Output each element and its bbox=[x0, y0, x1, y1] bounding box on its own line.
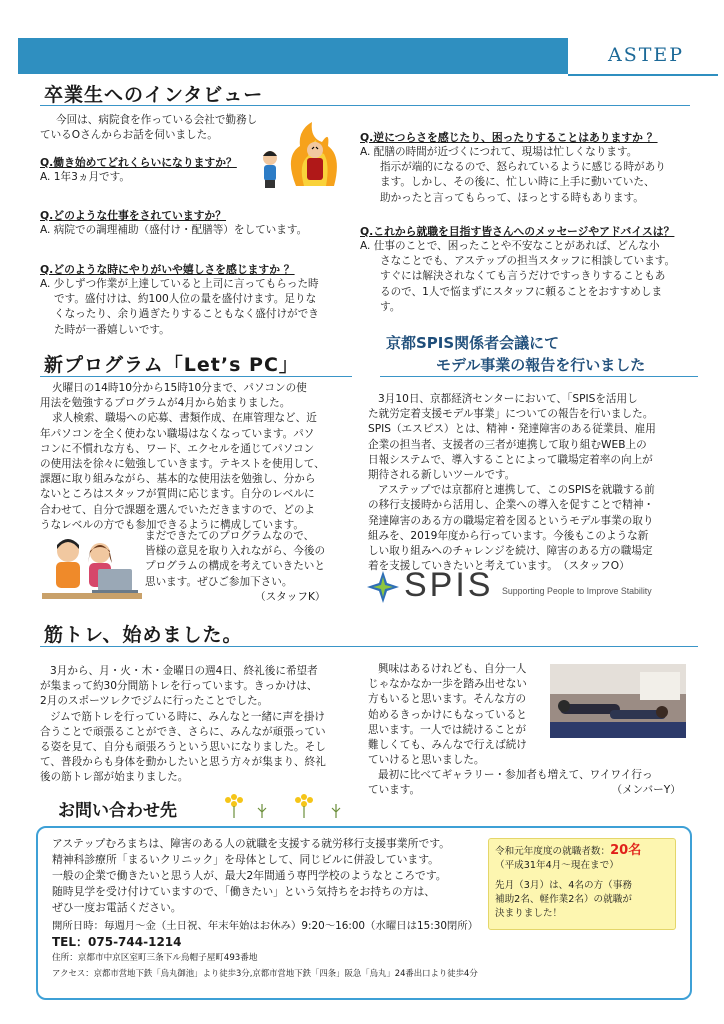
answer-line: くなったり、余り過ぎたりすることもなく盛付けができ bbox=[54, 308, 319, 321]
answer-line: です。盛付けは、約100人位の量を盛付けます。足りな bbox=[54, 293, 317, 306]
phone-number[interactable]: TEL：075-744-1214 bbox=[52, 935, 182, 949]
qa-block bbox=[40, 208, 350, 238]
program-body bbox=[40, 381, 358, 533]
training-line: 難しくても、みんなで行えば続け bbox=[368, 739, 527, 752]
program-side-line: 皆様の意見を取り入れながら、今後の bbox=[145, 545, 326, 558]
qa-block bbox=[360, 224, 700, 315]
stats-title-prefix: 令和元年度度の就職者数： bbox=[495, 846, 611, 857]
spis-line: た就労定着支援モデル事業」についての報告を行いました。 bbox=[368, 408, 654, 421]
answer-line: るので、1人で悩まずにスタッフに頼ることをおすすめしま bbox=[380, 285, 663, 298]
header-bar bbox=[18, 38, 710, 74]
program-title: 新プログラム「Let’s PC」 bbox=[44, 354, 299, 376]
flower-icon bbox=[225, 794, 313, 807]
training-line: る姿を見て、自分も頑張ろうという思いになりました。そし bbox=[40, 741, 326, 754]
interview-title: 卒業生へのインタビュー bbox=[44, 84, 264, 106]
answer-line: A. 仕事のことで、困ったことや不安なことがあれば、どんな小 bbox=[360, 240, 660, 252]
training-signature: （メンバーY） bbox=[611, 784, 681, 797]
stats-line: 補助2名、軽作業2名）の就職が bbox=[495, 894, 632, 905]
training-closing-text: ています。 bbox=[368, 784, 421, 797]
spis-body bbox=[368, 392, 704, 574]
spis-line: 企業の担当者、支援者の三者が連携して取り組むWEB上の bbox=[368, 438, 647, 451]
contact-line: ぜひ一度お電話ください。 bbox=[52, 901, 182, 914]
training-right-body bbox=[368, 662, 558, 768]
spis-line: の移行支援時から活用し、企業への導入を促すことで精神・ bbox=[368, 499, 655, 512]
program-line: うなレベルの方でも参加できるように構成しています。 bbox=[40, 518, 304, 531]
answer-line: A. 配膳の時間が近づくにつれて、現場は忙しくなります。 bbox=[360, 146, 638, 158]
stats-line: 決まりました！ bbox=[495, 908, 563, 919]
question: Q.逆につらさを感じたり、困ったりすることはありますか ？ bbox=[360, 131, 658, 144]
program-line: 課題に取り組みながら、基本的な使用法を勉強し、分から bbox=[40, 473, 316, 486]
training-rule bbox=[40, 646, 698, 647]
stats-count: 20名 bbox=[610, 843, 642, 858]
contact-title: お問い合わせ先 bbox=[58, 801, 177, 821]
spis-tagline: Supporting People to Improve Stability bbox=[502, 586, 652, 596]
training-line: 始めるきっかけにもなっていると bbox=[368, 708, 527, 721]
training-line: 後の筋トレ部が始まりました。 bbox=[40, 771, 189, 784]
question: Q.どのような時にやりがいや嬉しさを感じますか ？ bbox=[40, 263, 295, 276]
spis-line: しい取り組みへのチャレンジを続け、障害のある方の職場定 bbox=[368, 545, 653, 558]
training-line: 2月のスポーツレクでジムに行ったことでした。 bbox=[40, 695, 269, 708]
program-rule bbox=[40, 376, 352, 377]
program-side-note bbox=[145, 529, 365, 605]
training-line: ていけると思いました。 bbox=[368, 754, 485, 767]
program-line: 火曜日の14時10分から15時10分まで、パソコンの使 bbox=[52, 382, 307, 394]
program-signature: （スタッフK） bbox=[255, 590, 326, 603]
training-line: 合うことで頑張ることができ、さらに、みんなが頑張ってい bbox=[40, 725, 326, 738]
program-side-line: 思います。ぜひご参加下さい。 bbox=[145, 575, 293, 588]
program-line: コンに不慣れな方も、ワード、エクセルを通じてパソコン bbox=[40, 442, 315, 455]
training-title: 筋トレ、始めました。 bbox=[44, 624, 243, 646]
flower-decoration bbox=[214, 792, 374, 820]
stats-period: （平成31年4月～現在まで） bbox=[495, 860, 619, 871]
answer-line: A. 1年3ヵ月です。 bbox=[40, 171, 130, 183]
contact-line: 一般の企業で働きたいと思う人が、最大2年間通う専門学校のようなところです。 bbox=[52, 869, 447, 882]
spis-line: 発達障害のある方の職場定着を図るというモデル事業の取り bbox=[368, 514, 654, 527]
employment-stats-box bbox=[488, 838, 676, 930]
intro-line: 今回は、病院食を作っている会社で勤務し bbox=[56, 114, 258, 126]
answer-line: A. 病院での調理補助（盛付け・配膳等）をしています。 bbox=[40, 224, 308, 236]
training-line: て、普段からも身体を動かしたいと思う方々が集まり、終礼 bbox=[40, 756, 326, 769]
laptop-icon bbox=[92, 569, 138, 594]
opening-hours: 開所日時：毎週月～金（土日祝、年末年始はお休み）9:20～16:00（水曜日は15:30閉所） bbox=[52, 920, 479, 932]
contact-line: 精神科診療所「まるいクリニック」を母体として、同じビルに併設しています。 bbox=[52, 853, 439, 866]
question: Q.これから就職を目指す皆さんへのメッセージやアドバイスは？ bbox=[360, 225, 675, 238]
training-line: 思います。一人では続けることが bbox=[368, 723, 527, 736]
answer-line: ます。しかし、その後に、忙しい時に上手に動いていた、 bbox=[380, 176, 655, 189]
training-line: 興味はあるけれども、自分一人 bbox=[378, 663, 527, 675]
question: Q.働き始めてどれくらいになりますか？ bbox=[40, 156, 237, 169]
spis-line: 期待される新しいツールです。 bbox=[368, 469, 516, 482]
program-side-line: プログラムの構成を考えていきたいと bbox=[145, 560, 325, 573]
training-closing-line bbox=[368, 783, 704, 798]
training-photo bbox=[550, 664, 686, 738]
training-closing bbox=[368, 768, 704, 798]
program-line: 用法を勉強するプログラムが4月から始まりました。 bbox=[40, 397, 291, 410]
training-line: じゃなかなか一歩を踏み出せない bbox=[368, 678, 527, 691]
question: Q.どのような仕事をされていますか？ bbox=[40, 209, 227, 222]
spis-logo bbox=[366, 568, 696, 608]
contact-line: アステップむろまちは、障害のある人の就職を支援する就労移行支援事業所です。 bbox=[52, 837, 450, 850]
intro-line: ているOさんからお話を伺いました。 bbox=[40, 129, 218, 142]
answer-line: 指示が端的になるので、怒られているように感じる時があり bbox=[380, 161, 666, 174]
spis-rule bbox=[380, 376, 698, 377]
pc-users-illustration bbox=[42, 533, 142, 601]
answer-line: 助かったと言ってもらって、ほっとする時もあります。 bbox=[380, 191, 644, 204]
training-line: 3月から、月・火・木・金曜日の週4日、終礼後に希望者 bbox=[50, 665, 318, 677]
training-closing-line: 最初に比べてギャラリー・参加者も増えて、ワイワイ行っ bbox=[378, 769, 653, 781]
answer-line: す。 bbox=[380, 300, 401, 313]
training-left-body bbox=[40, 664, 360, 786]
program-line: 求人検索、職場への応募、書類作成、在庫管理など、近 bbox=[52, 412, 317, 425]
spis-title bbox=[386, 332, 696, 376]
answer-line: た時が一番嬉しいです。 bbox=[54, 323, 170, 336]
astep-logo: ASTEP bbox=[608, 44, 685, 66]
training-line: が集まって約30分間筋トレを行っています。きっかけは、 bbox=[40, 680, 318, 693]
access-info: アクセス：京都市営地下鉄「烏丸御池」より徒歩3分,京都市営地下鉄「四条」阪急「烏丸」24番出口より徒歩4分 bbox=[52, 968, 478, 978]
program-line: 年パソコンを全く使わない職場はなくなっています。パソ bbox=[40, 427, 315, 440]
qa-block bbox=[40, 262, 356, 338]
training-line: ジムで筋トレを行っている時に、みんなと一緒に声を掛け bbox=[50, 710, 326, 723]
program-side-line: まだできたてのプログラムなので、 bbox=[145, 530, 315, 542]
qa-block bbox=[360, 130, 700, 206]
spis-line: 日報システムで、導入することによって職場定着率の向上が bbox=[368, 453, 653, 466]
spis-line: アステップでは京都府と連携して、このSPISを就職する前 bbox=[378, 484, 655, 497]
spis-line: 組みを、2019年度から行っています。今後もこのような新 bbox=[368, 529, 649, 542]
spis-mark-icon bbox=[366, 570, 400, 604]
program-line: ないところはスタッフが質問に応じます。自分のレベルに bbox=[40, 488, 315, 501]
spis-title-line: モデル事業の報告を行いました bbox=[436, 356, 646, 374]
address: 住所：京都市中京区室町三条下ル烏帽子屋町493番地 bbox=[52, 953, 258, 963]
training-line: 方もいると思います。そんな方の bbox=[368, 693, 527, 706]
interview-rule bbox=[40, 105, 690, 106]
spis-line: SPIS（エスピス）とは、精神・発達障害のある従業員、雇用 bbox=[368, 423, 656, 436]
stats-title bbox=[495, 843, 669, 859]
program-line: 合わせて、自分で課題を選んでいただきますので、どのよ bbox=[40, 503, 316, 516]
contact-line: 随時見学を受け付けていますので、「働きたい」という気持ちをお持ちの方は、 bbox=[52, 885, 436, 898]
answer-line: さなことでも、アステップの担当スタッフに相談しています。 bbox=[380, 255, 676, 268]
qa-block bbox=[40, 155, 350, 185]
spis-line: 3月10日、京都経済センターにおいて、「SPISを活用し bbox=[378, 393, 638, 405]
spis-line: 着を支援していきたいと考えています。 （スタッフO） bbox=[368, 560, 630, 573]
spis-logo-text: SPIS bbox=[404, 566, 494, 604]
spis-title-line: 京都SPIS関係者会議にて bbox=[386, 334, 560, 352]
program-line: の使用法を徐々に勉強していきます。テキストを使用して、 bbox=[40, 458, 325, 471]
answer-line: すぐには解決されなくても言うだけですっきりすることもあ bbox=[380, 270, 666, 283]
stats-line: 先月（3月）は、4名の方（事務 bbox=[495, 880, 632, 891]
answer-line: A. 少しずつ作業が上達していると上司に言ってもらった時 bbox=[40, 278, 319, 290]
contact-body bbox=[52, 836, 482, 916]
